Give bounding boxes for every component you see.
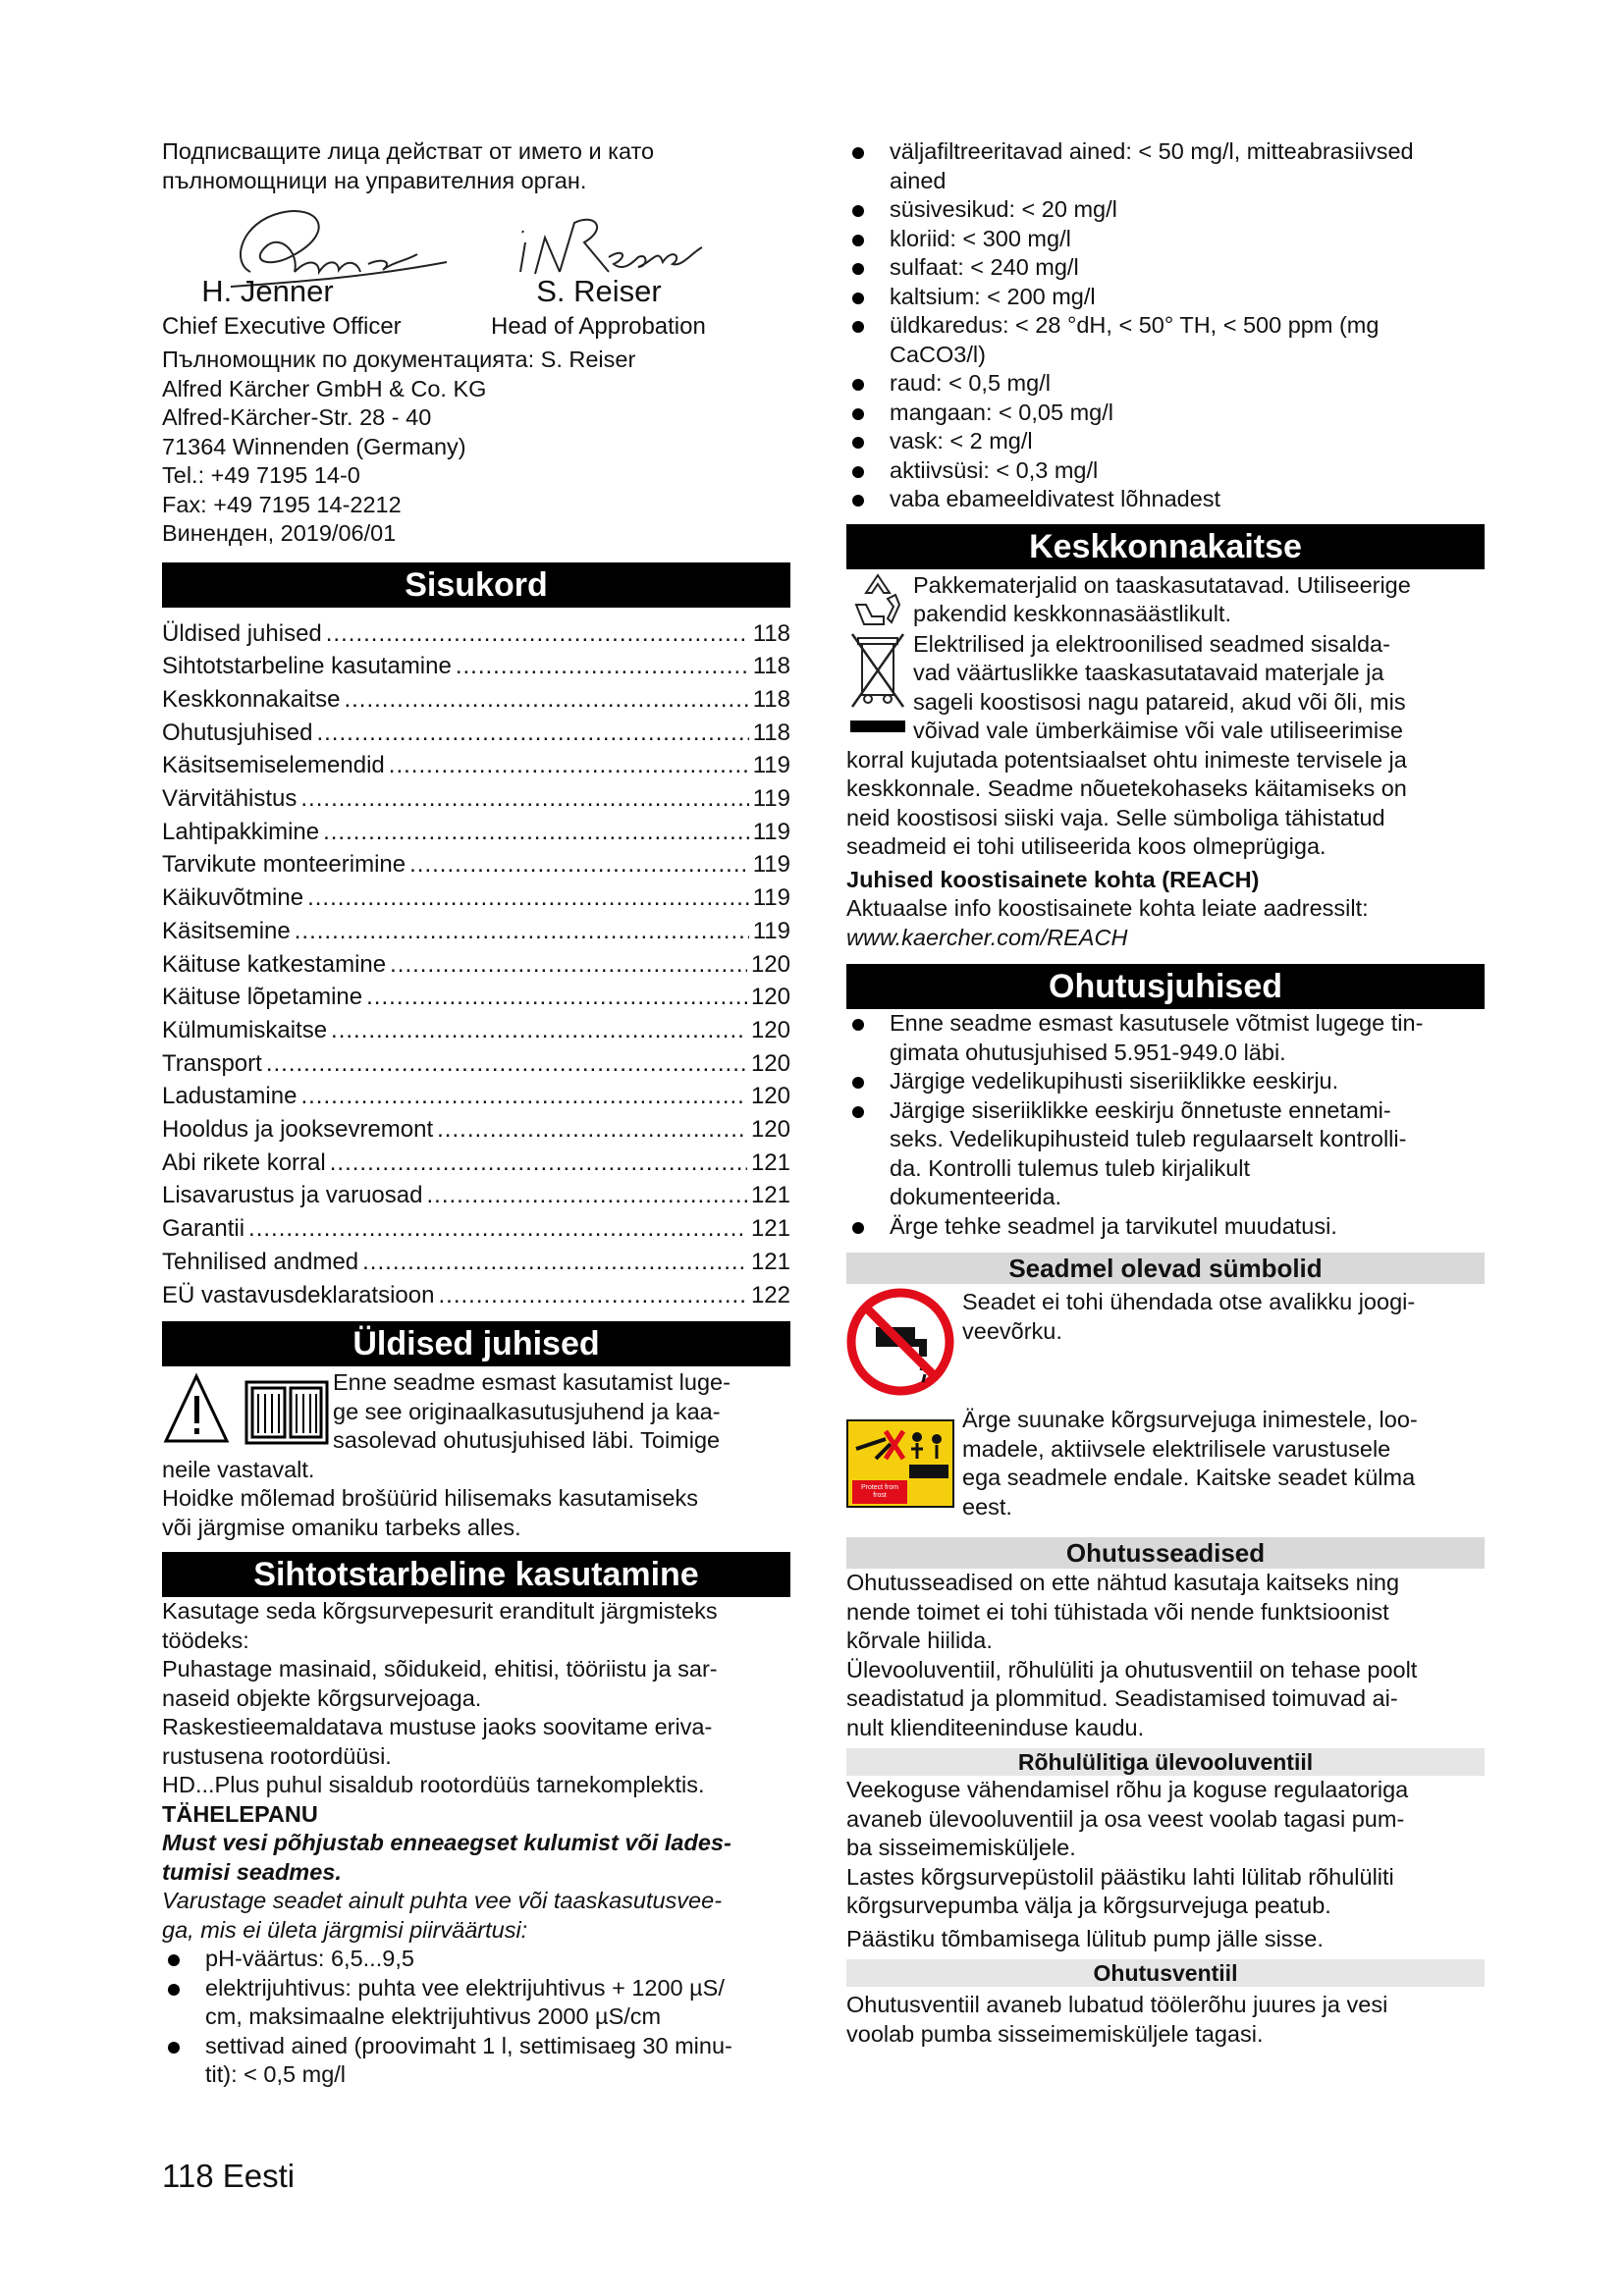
env-line: korral kujutada potentsiaalset ohtu inimeste tervisele ja bbox=[846, 746, 1407, 773]
toc-entry[interactable] bbox=[162, 1047, 790, 1081]
overflow-line: Veekoguse vähendamisel rõhu ja koguse regulaatoriga bbox=[846, 1777, 1409, 1802]
overflow-line: avaneb ülevooluventiil ja osa veest voolab tagasi pum- bbox=[846, 1805, 1405, 1832]
address-line: Виненден, 2019/06/01 bbox=[162, 520, 397, 546]
toc-entry[interactable] bbox=[162, 816, 790, 849]
address-line: Пълномощник по документацията: S. Reiser bbox=[162, 347, 636, 372]
toc-entry-label: Ohutusjuhised bbox=[162, 719, 313, 746]
attention-label: TÄHELEPANU bbox=[162, 1800, 318, 1827]
address-line: Alfred Kärcher GmbH & Co. KG bbox=[162, 375, 487, 401]
toc-leader bbox=[344, 683, 748, 717]
devices-line: nult klienditeeninduse kaudu. bbox=[846, 1714, 1145, 1740]
use-line: Kasutage seda kõrgsurvepesurit eranditult järgmisteks bbox=[162, 1598, 718, 1625]
env-recycle bbox=[846, 571, 1485, 630]
signer-name: S. Reiser bbox=[536, 274, 662, 308]
signer-name: H. Jenner bbox=[201, 274, 334, 308]
toc-entry-label: Hooldus ja jooksevremont bbox=[162, 1116, 434, 1144]
general-notice bbox=[162, 1368, 790, 1456]
recycle-icon bbox=[846, 571, 909, 630]
env-line: pakendid keskkonnasäästlikult. bbox=[913, 601, 1231, 626]
list-item: sulfaat: < 240 mg/l bbox=[846, 253, 1485, 283]
left-column bbox=[162, 137, 790, 2090]
list-item: üldkaredus: < 28 °dH, < 50° TH, < 500 ppm (mg CaCO3/l) bbox=[846, 311, 1485, 369]
reach-link[interactable]: www.kaercher.com/REACH bbox=[846, 924, 1128, 950]
signer-title: Chief Executive Officer bbox=[162, 313, 402, 340]
toc-leader bbox=[307, 881, 749, 915]
safety-list bbox=[846, 1009, 1485, 1241]
toc-leader bbox=[438, 1279, 746, 1312]
toc-entry-label: Keskkonnakaitse bbox=[162, 685, 341, 713]
toc-entry[interactable] bbox=[162, 1147, 790, 1180]
toc-entry[interactable] bbox=[162, 1246, 790, 1279]
toc-leader bbox=[330, 1147, 747, 1180]
toc-entry[interactable] bbox=[162, 915, 790, 948]
signature-jenner bbox=[162, 203, 491, 342]
toc-entry-page: 118 bbox=[752, 653, 790, 680]
general-text-line: Hoidke mõlemad brošüürid hilisemaks kasutamiseks bbox=[162, 1485, 698, 1512]
toc-leader bbox=[389, 749, 749, 782]
env-line: Pakkematerjalid on taaskasutatavad. Utiliseerige bbox=[913, 571, 1411, 598]
use-line: töödeks: bbox=[162, 1627, 249, 1653]
toc-entry-label: Ladustamine bbox=[162, 1083, 298, 1110]
toc-entry-page: 121 bbox=[750, 1215, 790, 1243]
toc-entry[interactable] bbox=[162, 981, 790, 1014]
toc-entry-label: Külmumiskaitse bbox=[162, 1016, 328, 1043]
overflow-line: Päästiku tõmbamisega lülitub pump jälle sisse. bbox=[846, 1925, 1324, 1951]
devices-line: Ohutusseadised on ette nähtud kasutaja kaitseks ning bbox=[846, 1570, 1400, 1595]
toc-leader bbox=[456, 650, 749, 683]
list-item: Järgige vedelikupihusti siseriiklikke eeskirju. bbox=[846, 1067, 1485, 1096]
toc-entry[interactable] bbox=[162, 749, 790, 782]
toc-entry-label: Käsitsemine bbox=[162, 917, 291, 944]
devices-line: seadistatud ja plommitud. Seadistamised toimuvad ai- bbox=[846, 1685, 1398, 1711]
sticker-label: Protect from frost bbox=[860, 1484, 899, 1499]
overflow-heading: Rõhulülitiga ülevooluventiil bbox=[846, 1748, 1485, 1776]
toc-leader bbox=[362, 1246, 747, 1279]
toc-entry[interactable] bbox=[162, 881, 790, 915]
toc-leader bbox=[409, 848, 749, 881]
toc-leader bbox=[331, 1014, 747, 1047]
symbol-text-line: eest. bbox=[962, 1493, 1012, 1520]
devices-heading: Ohutusseadised bbox=[846, 1537, 1485, 1569]
env-line: võivad vale ümberkäimise või vale utiliseerimise bbox=[913, 718, 1403, 743]
toc-heading: Sisukord bbox=[162, 562, 790, 608]
attention-line: Must vesi põhjustab enneaegset kulumist või lades- bbox=[162, 1830, 731, 1856]
toc-entry-label: Abi rikete korral bbox=[162, 1148, 326, 1176]
toc-leader bbox=[300, 1080, 747, 1113]
env-weee bbox=[846, 630, 1485, 746]
use-line: rustusena rootordüüsi. bbox=[162, 1742, 392, 1769]
toc-leader bbox=[295, 915, 749, 948]
use-line: naseid objekte kõrgsurvejoaga. bbox=[162, 1684, 482, 1711]
toc-entry-label: Lahtipakkimine bbox=[162, 818, 320, 845]
toc-leader bbox=[426, 1179, 746, 1212]
list-item: pH-väärtus: 6,5...9,5 bbox=[162, 1945, 790, 1974]
list-item: mangaan: < 0,05 mg/l bbox=[846, 399, 1485, 428]
toc-entry[interactable] bbox=[162, 1014, 790, 1047]
address-line: Alfred-Kärcher-Str. 28 - 40 bbox=[162, 404, 432, 430]
toc-entry-page: 118 bbox=[752, 719, 790, 746]
intro-line: Подписващите лица действат от името и като bbox=[162, 138, 655, 164]
env-line: neid koostisosi siiski vaja. Selle sümboliga tähistatud bbox=[846, 804, 1385, 830]
toc-entry-page: 118 bbox=[752, 685, 790, 713]
devices-line: nende toimet ei tohi tühistada või nende funktsioonist bbox=[846, 1598, 1389, 1625]
list-item: settivad ained (proovimaht 1 l, settimisaeg 30 minu- tit): < 0,5 mg/l bbox=[162, 2032, 790, 2090]
intro-line: пълномощници на управителния орган. bbox=[162, 167, 587, 193]
toc-entry[interactable] bbox=[162, 617, 790, 651]
toc-entry-page: 121 bbox=[750, 1148, 790, 1176]
env-heading: Keskkonnakaitse bbox=[846, 524, 1485, 569]
toc-entry-page: 119 bbox=[752, 884, 790, 912]
list-item: süsivesikud: < 20 mg/l bbox=[846, 195, 1485, 225]
toc-leader bbox=[366, 981, 747, 1014]
general-heading: Üldised juhised bbox=[162, 1321, 790, 1366]
reach-text: Aktuaalse info koostisainete kohta leiate aadressilt: bbox=[846, 895, 1369, 921]
attention-line: Varustage seadet ainult puhta vee või taaskasutusvee- bbox=[162, 1888, 723, 1914]
valve-heading: Ohutusventiil bbox=[846, 1959, 1485, 1987]
valve-line: voolab pumba sisseimemisküljele tagasi. bbox=[846, 2020, 1264, 2047]
symbol-no-spray bbox=[846, 1406, 1485, 1522]
toc-entry-page: 119 bbox=[752, 785, 790, 813]
toc-entry-label: Sihtotstarbeline kasutamine bbox=[162, 653, 452, 680]
toc-leader bbox=[248, 1212, 747, 1246]
list-item: vaba ebameeldivatest lõhnadest bbox=[846, 485, 1485, 514]
toc-leader bbox=[266, 1047, 747, 1081]
devices-line: kõrvale hiilida. bbox=[846, 1628, 993, 1653]
env-line: seadmeid ei tohi utiliseerida koos olmeprügiga. bbox=[846, 833, 1326, 859]
valve-line: Ohutusventiil avaneb lubatud töölerõhu juures ja vesi bbox=[846, 1992, 1388, 2017]
list-item: raud: < 0,5 mg/l bbox=[846, 369, 1485, 399]
signature-reiser bbox=[491, 203, 785, 342]
symbol-text-line: ega seadmele endale. Kaitske seadet külma bbox=[962, 1465, 1416, 1490]
toc-entry[interactable] bbox=[162, 650, 790, 683]
list-item: väljafiltreeritavad ained: < 50 mg/l, mitteabrasiivsed ained bbox=[846, 137, 1485, 195]
toc-entry[interactable] bbox=[162, 948, 790, 982]
use-heading: Sihtotstarbeline kasutamine bbox=[162, 1552, 790, 1597]
env-line: sageli koostisosi nagu patareid, akud või õli, mis bbox=[913, 688, 1406, 715]
toc-entry[interactable] bbox=[162, 1080, 790, 1113]
limits-list-left bbox=[162, 1945, 790, 2090]
toc-entry[interactable] bbox=[162, 717, 790, 750]
use-line: HD...Plus puhul sisaldub rootordüüs tarnekomplektis. bbox=[162, 1772, 705, 1798]
toc-entry-label: Lisavarustus ja varuosad bbox=[162, 1182, 423, 1209]
general-text-line: ge see originaalkasutusjuhend ja kaa- bbox=[333, 1398, 721, 1424]
use-text bbox=[162, 1597, 790, 1800]
list-item: kaltsium: < 200 mg/l bbox=[846, 283, 1485, 312]
list-item: Enne seadme esmast kasutusele võtmist lugege tin- gimata ohutusjuhised 5.951-949.0 läbi. bbox=[846, 1009, 1485, 1067]
address-line: Tel.: +49 7195 14-0 bbox=[162, 462, 360, 488]
toc-entry[interactable] bbox=[162, 1179, 790, 1212]
toc-entry-label: Üldised juhised bbox=[162, 619, 322, 647]
list-item: vask: < 2 mg/l bbox=[846, 427, 1485, 456]
warning-and-manual-icon bbox=[162, 1368, 339, 1451]
toc-entry-label: Transport bbox=[162, 1049, 262, 1077]
toc-entry-label: Garantii bbox=[162, 1215, 245, 1243]
address-line: Fax: +49 7195 14-2212 bbox=[162, 491, 402, 517]
toc-entry-label: Tarvikute monteerimine bbox=[162, 851, 406, 879]
toc-entry-label: Käikuvõtmine bbox=[162, 884, 304, 912]
symbol-no-drinking-water bbox=[846, 1288, 1485, 1396]
toc-entry[interactable] bbox=[162, 683, 790, 717]
toc-entry[interactable] bbox=[162, 848, 790, 881]
address-line: 71364 Winnenden (Germany) bbox=[162, 433, 466, 459]
toc-entry[interactable] bbox=[162, 1279, 790, 1312]
reach-heading: Juhised koostisainete kohta (REACH) bbox=[846, 866, 1260, 892]
general-text-line: või järgmise omaniku tarbeks alles. bbox=[162, 1514, 521, 1540]
toc-entry-page: 120 bbox=[750, 1016, 790, 1043]
signature-block bbox=[162, 203, 790, 342]
toc-entry-page: 120 bbox=[750, 1083, 790, 1110]
toc-leader bbox=[316, 717, 748, 750]
list-item: kloriid: < 300 mg/l bbox=[846, 225, 1485, 254]
general-text-line: neile vastavalt. bbox=[162, 1456, 315, 1482]
general-text-line: Enne seadme esmast kasutamist luge- bbox=[333, 1369, 731, 1396]
list-item: Järgige siseriiklikke eeskirju õnnetuste ennetami- seks. Vedelikupihusteid tuleb regulaarselt kontrolli- da. Kontrolli tulemus tuleb kirjalikult dokumenteerida. bbox=[846, 1096, 1485, 1212]
toc-entry[interactable] bbox=[162, 1113, 790, 1147]
table-of-contents bbox=[162, 617, 790, 1312]
toc-entry-label: Värvitähistus bbox=[162, 785, 298, 813]
toc-entry-page: 119 bbox=[752, 818, 790, 845]
env-line: Elektrilised ja elektroonilised seadmed sisalda- bbox=[913, 630, 1390, 657]
env-line: keskkonnale. Seadme nõuetekohaseks käitamiseks on bbox=[846, 775, 1407, 801]
toc-leader bbox=[437, 1113, 747, 1147]
address-block bbox=[162, 346, 790, 549]
symbol-text-line: veevõrku. bbox=[962, 1317, 1062, 1344]
general-text-line: sasolevad ohutusjuhised läbi. Toimige bbox=[333, 1427, 721, 1454]
use-line: Puhastage masinaid, sõidukeid, ehitisi, tööriistu ja sar- bbox=[162, 1656, 718, 1682]
safety-heading: Ohutusjuhised bbox=[846, 964, 1485, 1009]
toc-entry-page: 121 bbox=[750, 1248, 790, 1275]
overflow-line: ba sisseimemisküljele. bbox=[846, 1835, 1076, 1860]
toc-entry-label: EÜ vastavusdeklaratsioon bbox=[162, 1281, 435, 1308]
toc-leader bbox=[390, 948, 747, 982]
symbols-heading: Seadmel olevad sümbolid bbox=[846, 1253, 1485, 1284]
use-line: Raskestieemaldatava mustuse jaoks soovitame eriva- bbox=[162, 1714, 713, 1740]
toc-entry-label: Käituse lõpetamine bbox=[162, 984, 363, 1011]
toc-entry-page: 120 bbox=[750, 1116, 790, 1144]
toc-leader bbox=[326, 617, 749, 651]
toc-entry-label: Käituse katkestamine bbox=[162, 950, 387, 978]
env-line: vad väärtuslikke taaskasutatavaid materjale ja bbox=[913, 660, 1384, 685]
list-item: aktiivsüsi: < 0,3 mg/l bbox=[846, 456, 1485, 486]
toc-entry-label: Tehnilised andmed bbox=[162, 1248, 359, 1275]
toc-entry-page: 120 bbox=[750, 984, 790, 1011]
list-item: elektrijuhtivus: puhta vee elektrijuhtivus + 1200 µS/ cm, maksimaalne elektrijuhtivus 2000 µS/cm bbox=[162, 1974, 790, 2032]
limits-list-right bbox=[846, 137, 1485, 514]
toc-entry-page: 119 bbox=[752, 917, 790, 944]
crossed-bin-icon bbox=[846, 630, 909, 746]
toc-entry-page: 119 bbox=[752, 752, 790, 779]
symbol-text-line: madele, aktiivsele elektrilisele varustusele bbox=[962, 1435, 1391, 1462]
symbol-text-line: Seadet ei tohi ühendada otse avalikku joogi- bbox=[962, 1289, 1416, 1314]
toc-entry-page: 118 bbox=[752, 619, 790, 647]
toc-entry[interactable] bbox=[162, 1212, 790, 1246]
toc-entry-page: 120 bbox=[750, 1049, 790, 1077]
toc-entry[interactable] bbox=[162, 782, 790, 816]
list-item: Ärge tehke seadmel ja tarvikutel muudatusi. bbox=[846, 1212, 1485, 1242]
signer-title: Head of Approbation bbox=[491, 313, 706, 340]
toc-entry-label: Käsitsemiselemendid bbox=[162, 752, 385, 779]
toc-entry-page: 122 bbox=[750, 1281, 790, 1308]
no-tap-water-icon bbox=[846, 1288, 954, 1396]
attention-line: ga, mis ei ületa järgmisi piirväärtusi: bbox=[162, 1916, 528, 1943]
overflow-line: Lastes kõrgsurvepüstolil päästiku lahti lülitab rõhulüliti bbox=[846, 1863, 1394, 1890]
toc-leader bbox=[323, 816, 749, 849]
page-footer: 118 Eesti bbox=[162, 2158, 296, 2194]
toc-entry-page: 120 bbox=[750, 950, 790, 978]
toc-entry-page: 121 bbox=[750, 1182, 790, 1209]
toc-entry-page: 119 bbox=[752, 851, 790, 879]
overflow-line: kõrgsurvepumba välja ja kõrgsurvejuga peatub. bbox=[846, 1893, 1331, 1918]
toc-leader bbox=[300, 782, 748, 816]
attention-line: tumisi seadmes. bbox=[162, 1858, 342, 1885]
right-column bbox=[846, 137, 1485, 2049]
warning-sticker-icon bbox=[846, 1419, 954, 1508]
symbol-text-line: Ärge suunake kõrgsurvejuga inimestele, loo- bbox=[962, 1407, 1418, 1432]
devices-line: Ülevooluventiil, rõhulüliti ja ohutusventiil on tehase poolt bbox=[846, 1656, 1418, 1682]
